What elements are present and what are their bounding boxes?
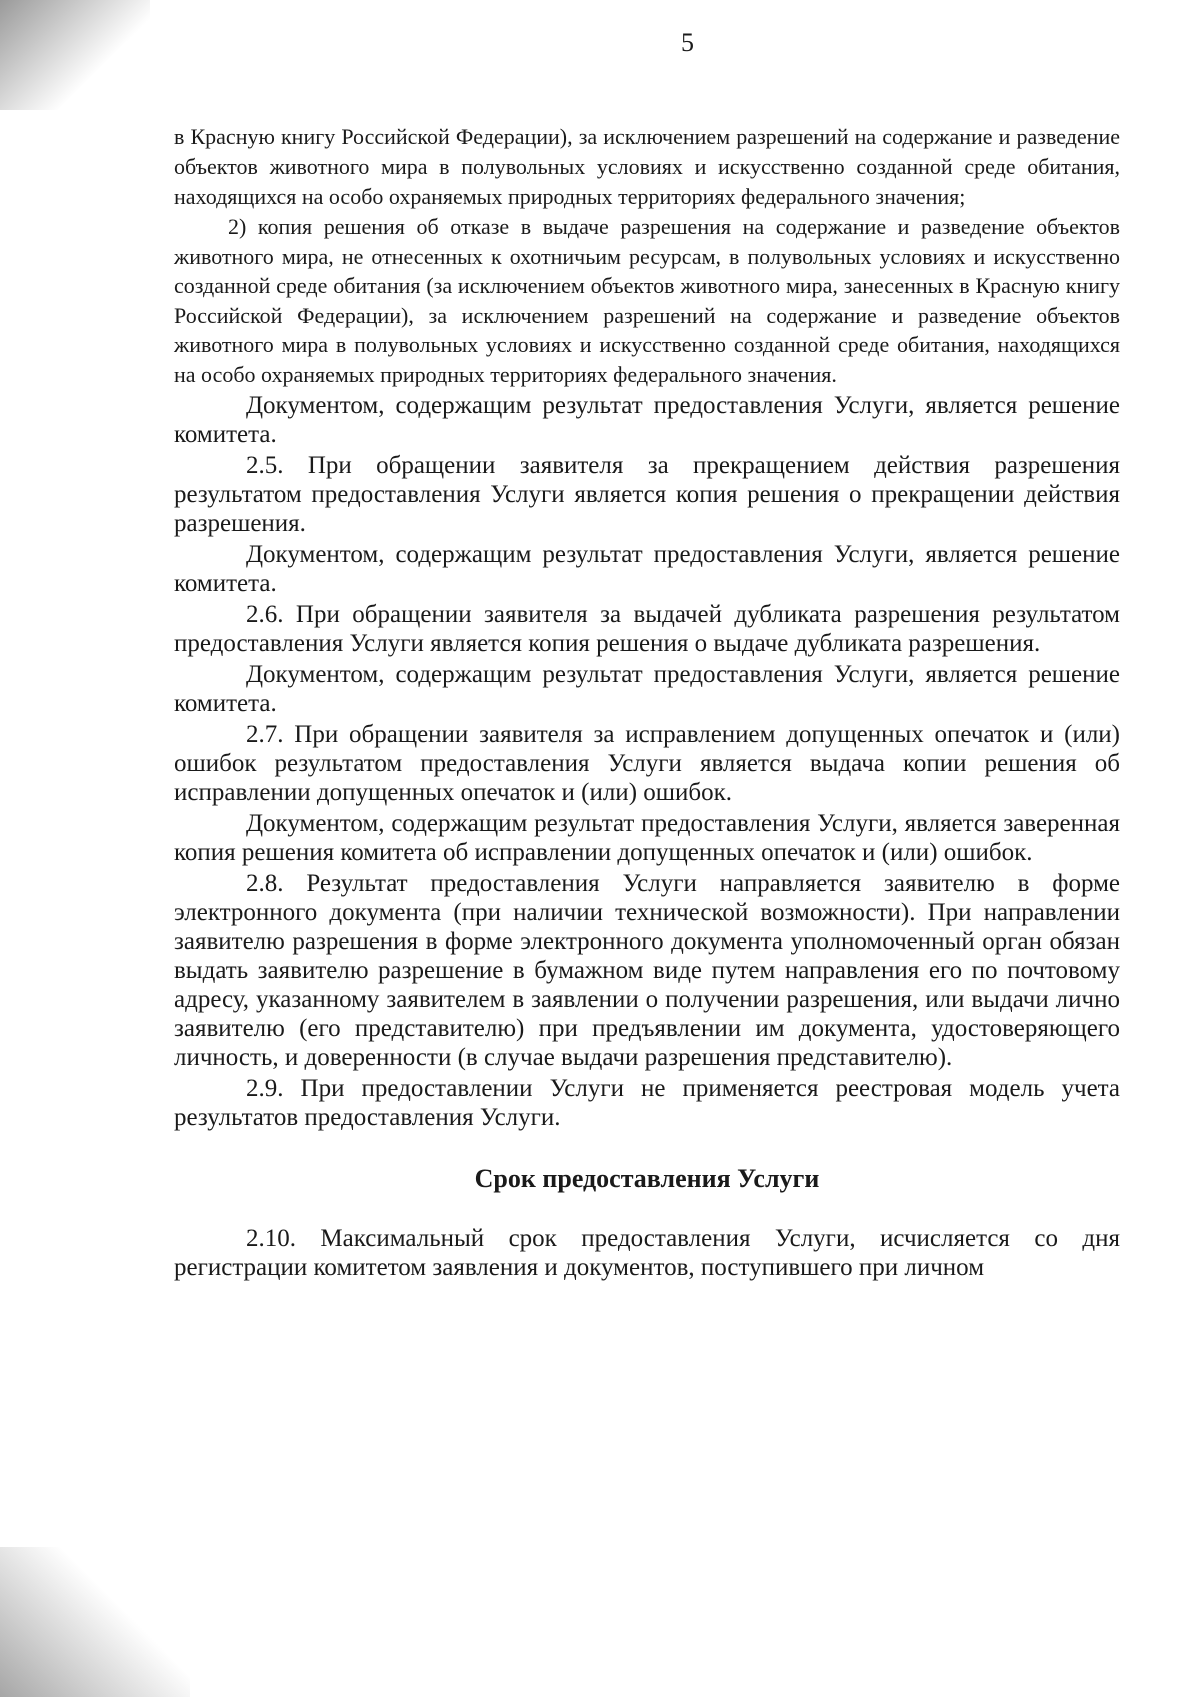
- paragraph-2-9: 2.9. При предоставлении Услуги не применяется реестровая модель учета результатов предоставления Услуги.: [174, 1075, 1120, 1131]
- paragraph-result-document-3: Документом, содержащим результат предоставления Услуги, является решение комитета.: [174, 661, 1120, 717]
- paragraph-2-6: 2.6. При обращении заявителя за выдачей дубликата разрешения результатом предоставления Услуги является копия решения о выдаче дубликата разрешения.: [174, 601, 1120, 657]
- section-heading: Срок предоставления Услуги: [474, 1164, 820, 1193]
- paragraph-result-document-1: Документом, содержащим результат предоставления Услуги, является решение комитета.: [174, 392, 1120, 448]
- document-body: [174, 122, 1120, 1282]
- paragraph-result-document-4: Документом, содержащим результат предоставления Услуги, является заверенная копия решения комитета об исправлении допущенных опечаток и (или) ошибок.: [174, 810, 1120, 866]
- paragraph-2-10: 2.10. Максимальный срок предоставления Услуги, исчисляется со дня регистрации комитетом заявления и документов, поступившего при личном: [174, 1225, 1120, 1281]
- paragraph-2-5: 2.5. При обращении заявителя за прекращением действия разрешения результатом предоставления Услуги является копия решения о прекращении действия разрешения.: [174, 452, 1120, 537]
- paragraph-2-7: 2.7. При обращении заявителя за исправлением допущенных опечаток и (или) ошибок результатом предоставления Услуги является выдача копии решения об исправлении допущенных опечаток и (или) ошибок.: [174, 721, 1120, 806]
- page-number: 5: [681, 28, 694, 57]
- paragraph-result-document-2: Документом, содержащим результат предоставления Услуги, является решение комитета.: [174, 541, 1120, 597]
- scan-shadow-bottom-left: [0, 1547, 190, 1697]
- paragraph-2-8: 2.8. Результат предоставления Услуги направляется заявителю в форме электронного документа (при наличии технической возможности). При направлении заявителю разрешения в форме электронного документа уполномоченный орган обязан выдать заявителю разрешение в бумажном виде путем направления его по почтовому адресу, указанному заявителем в заявлении о получении разрешения, или выдачи лично заявителю (его представителю) при предъявлении им документа, удостоверяющего личность, и доверенности (в случае выдачи разрешения представителю).: [174, 870, 1120, 1071]
- paragraph-item-2: 2) копия решения об отказе в выдаче разрешения на содержание и разведение объектов животного мира, не отнесенных к охотничьим ресурсам, в полувольных условиях и искусственно созданной среде обитания (за исключением объектов животного мира, занесенных в Красную книгу Российской Федерации), за исключением разрешений на содержание и разведение объектов животного мира в полувольных условиях и искусственно созданной среде обитания, находящихся на особо охраняемых природных территориях федерального значения.: [174, 214, 1120, 387]
- paragraph-continuation: в Красную книгу Российской Федерации), за исключением разрешений на содержание и разведение объектов животного мира в полувольных условиях и искусственно созданной среде обитания, находящихся на особо охраняемых природных территориях федерального значения;: [174, 124, 1120, 209]
